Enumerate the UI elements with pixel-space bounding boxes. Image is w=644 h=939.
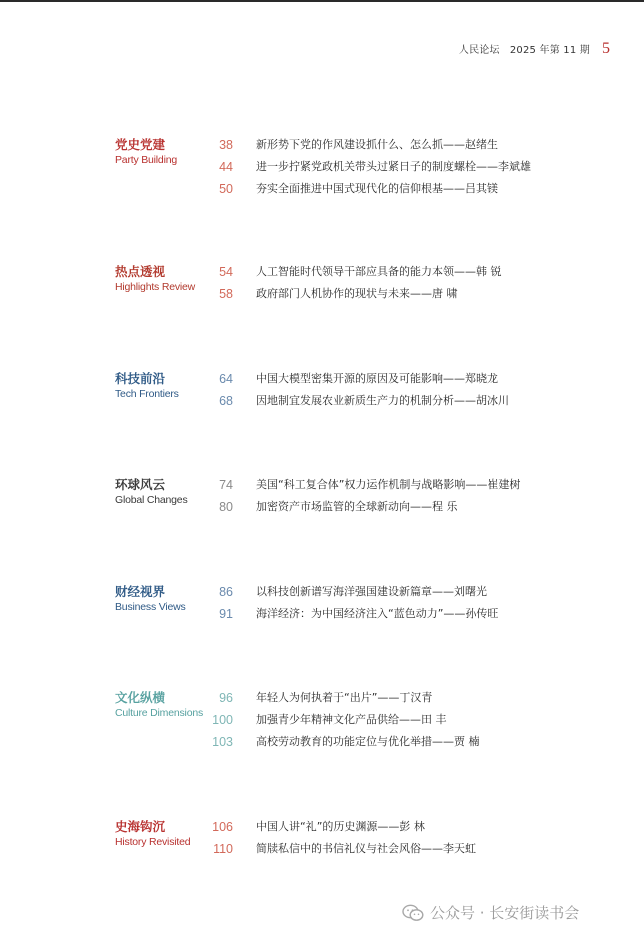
section-title-zh: 环球风云 — [115, 477, 166, 492]
entry-page-number: 106 — [212, 820, 233, 834]
section-title-zh: 史海钩沉 — [115, 819, 166, 834]
entry-page-number: 91 — [219, 607, 233, 621]
section-title-en: Global Changes — [115, 494, 188, 506]
entry-title: 年轻人为何执着于“出片”——丁汉青 — [256, 691, 433, 704]
section-title-en: Business Views — [115, 601, 186, 613]
section-title-en: History Revisited — [115, 836, 191, 848]
entry-page-number: 54 — [219, 265, 233, 279]
toc-entry[interactable] — [0, 709, 644, 731]
toc-entry[interactable] — [0, 178, 644, 200]
entry-page-number: 44 — [219, 160, 233, 174]
entry-page-number: 103 — [212, 735, 233, 749]
section-title-en: Culture Dimensions — [115, 707, 204, 719]
entry-title: 中国大模型密集开源的原因及可能影响——郑晓龙 — [256, 372, 498, 385]
entry-page-number: 38 — [219, 138, 233, 152]
entry-title: 因地制宜发展农业新质生产力的机制分析——胡冰川 — [256, 394, 509, 407]
entry-title: 进一步拧紧党政机关带头过紧日子的制度螺栓——李斌雄 — [256, 160, 531, 173]
entry-title: 中国人讲“礼”的历史渊源——彭 林 — [256, 820, 425, 833]
toc-entry[interactable] — [0, 134, 644, 156]
entry-title: 以科技创新谱写海洋强国建设新篇章——刘曙光 — [256, 585, 487, 598]
entry-page-number: 58 — [219, 287, 233, 301]
section-title-zh: 党史党建 — [115, 137, 166, 152]
toc-entry[interactable] — [0, 261, 644, 283]
page-number: 5 — [602, 40, 610, 57]
section-title-en: Party Building — [115, 154, 177, 166]
entry-title: 加密资产市场监管的全球新动向——程 乐 — [256, 500, 458, 513]
section-title-zh: 热点透视 — [115, 264, 166, 279]
page-header — [459, 40, 610, 58]
entry-title: 夯实全面推进中国式现代化的信仰根基——吕其镁 — [256, 182, 498, 195]
toc-entry[interactable] — [0, 390, 644, 412]
section-title-zh: 财经视界 — [115, 584, 166, 599]
section-title-zh: 科技前沿 — [115, 371, 166, 386]
top-border-line — [0, 0, 644, 2]
entry-title: 美国“科工复合体”权力运作机制与战略影响——崔建树 — [256, 478, 521, 491]
entry-page-number: 86 — [219, 585, 233, 599]
entry-page-number: 96 — [219, 691, 233, 705]
toc-entry[interactable] — [0, 474, 644, 496]
entry-title: 政府部门人机协作的现状与未来——唐 啸 — [256, 287, 458, 300]
entry-title: 新形势下党的作风建设抓什么、怎么抓——赵绪生 — [256, 138, 498, 151]
entry-page-number: 64 — [219, 372, 233, 386]
entry-title: 人工智能时代领导干部应具备的能力本领——韩 锐 — [256, 265, 502, 278]
entry-page-number: 74 — [219, 478, 233, 492]
entry-page-number: 110 — [213, 842, 233, 856]
entry-page-number: 50 — [219, 182, 233, 196]
toc-entry[interactable] — [0, 283, 644, 305]
toc-entry[interactable] — [0, 731, 644, 753]
toc-entry[interactable] — [0, 816, 644, 838]
toc-entry[interactable] — [0, 838, 644, 860]
toc-entry[interactable] — [0, 496, 644, 518]
toc-entry[interactable] — [0, 603, 644, 625]
entry-page-number: 68 — [219, 394, 233, 408]
entry-title: 高校劳动教育的功能定位与优化举措——贾 楠 — [256, 735, 480, 748]
entry-title: 简牍私信中的书信礼仪与社会风俗——李天虹 — [256, 842, 476, 855]
entry-page-number: 80 — [219, 500, 233, 514]
section-title-en: Tech Frontiers — [115, 388, 179, 400]
entry-title: 加强青少年精神文化产品供给——田 丰 — [256, 713, 447, 726]
toc-entry[interactable] — [0, 687, 644, 709]
watermark-text: 公众号 · 长安街读书会 — [430, 904, 580, 922]
watermark-footer — [402, 902, 579, 923]
wechat-icon — [402, 904, 424, 922]
toc-entry[interactable] — [0, 368, 644, 390]
entry-page-number: 100 — [212, 713, 233, 727]
toc-entry[interactable] — [0, 156, 644, 178]
section-title-zh: 文化纵横 — [115, 690, 166, 705]
section-title-en: Highlights Review — [115, 281, 196, 293]
entry-title: 海洋经济：为中国经济注入“蓝色动力”——孙传旺 — [256, 607, 499, 620]
issue-label: 人民论坛 2025 年第 11 期 — [458, 45, 590, 56]
toc-entry[interactable] — [0, 581, 644, 603]
